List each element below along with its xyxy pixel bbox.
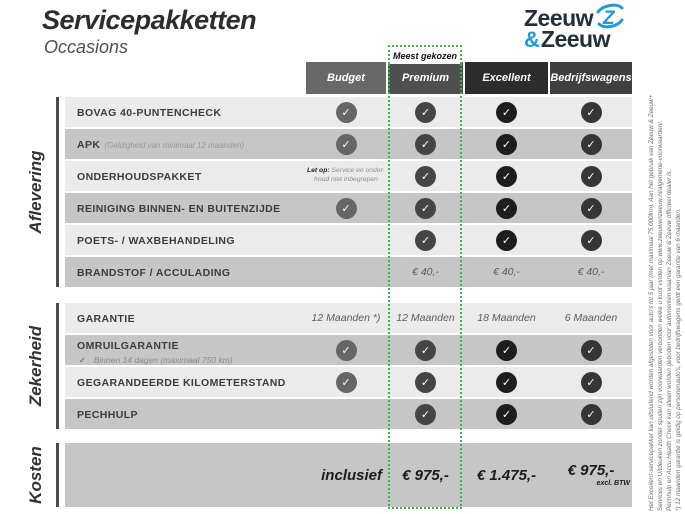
check-glyph: ✓	[496, 102, 517, 123]
check-glyph: ✓	[496, 404, 517, 425]
check-icon	[550, 399, 632, 429]
check-icon	[465, 399, 548, 429]
check-glyph: ✓	[496, 340, 517, 361]
check-icon	[388, 97, 463, 127]
check-glyph: ✓	[415, 134, 436, 155]
logo-ampersand: &	[524, 26, 540, 52]
cell-note	[306, 161, 386, 191]
row-label-text: PECHHULP	[77, 409, 138, 421]
row-label	[65, 443, 318, 507]
check-icon	[388, 129, 463, 159]
check-glyph: ✓	[581, 230, 602, 251]
check-glyph: ✓	[336, 134, 357, 155]
table-row	[65, 367, 632, 397]
empty-cell	[306, 399, 386, 429]
check-glyph: ✓	[581, 134, 602, 155]
cell-value: € 40,-	[493, 266, 520, 278]
check-icon	[388, 335, 463, 365]
table-sections	[65, 97, 632, 507]
price-value	[388, 443, 463, 507]
row-label-text: ONDERHOUDSPAKKET	[77, 171, 202, 183]
cell-value: 12 Maanden	[396, 312, 455, 324]
check-icon	[550, 129, 632, 159]
logo-word-1: Zeeuw	[524, 4, 594, 31]
check-glyph: ✓	[581, 166, 602, 187]
row-label-note: (Geldigheid van minimaal 12 maanden)	[104, 141, 245, 150]
row-sublabel: ✓ Binnen 14 dagen (maximaal 750 km)	[79, 354, 233, 365]
check-glyph: ✓	[415, 166, 436, 187]
note-text: Let op: Service en onder- houd niet inbegrepen	[306, 167, 386, 183]
row-label-text: GEGARANDEERDE KILOMETERSTAND	[77, 377, 286, 389]
check-glyph: ✓	[496, 372, 517, 393]
check-glyph: ✓	[415, 230, 436, 251]
section-label-zekerheid: Zekerheid	[26, 325, 45, 407]
check-glyph: ✓	[415, 372, 436, 393]
check-icon	[306, 335, 386, 365]
section-aflevering	[65, 97, 632, 287]
check-icon	[465, 129, 548, 159]
row-label-text: APK	[77, 139, 101, 151]
price-amount: € 1.475,-	[476, 466, 537, 484]
zeeuw-logo	[524, 6, 625, 51]
cell-value: 6 Maanden	[564, 312, 618, 324]
check-icon	[388, 367, 463, 397]
section-label-aflevering: Aflevering	[26, 150, 45, 234]
check-icon	[306, 97, 386, 127]
cell-value: € 40,-	[412, 266, 439, 278]
row-label	[65, 399, 318, 429]
check-glyph: ✓	[581, 340, 602, 361]
price-value	[465, 443, 548, 507]
section-zekerheid	[65, 303, 632, 429]
comparison-table	[65, 50, 632, 507]
row-label-text: BRANDSTOF / ACCULADING	[77, 267, 231, 279]
footnote-text	[648, 59, 684, 511]
check-icon	[306, 129, 386, 159]
check-glyph: ✓	[581, 372, 602, 393]
price-amount: € 975,-	[402, 466, 449, 484]
row-label	[65, 225, 318, 255]
column-header-excellent: Excellent	[465, 62, 548, 94]
section-line-kosten	[56, 443, 59, 507]
table-row	[65, 193, 632, 223]
table-row	[65, 443, 632, 507]
check-icon	[388, 161, 463, 191]
check-icon	[465, 161, 548, 191]
row-label	[65, 193, 318, 223]
check-icon	[306, 193, 386, 223]
table-row	[65, 399, 632, 429]
check-icon	[550, 161, 632, 191]
row-label	[65, 303, 318, 333]
footnote-line: Het Excellent-servicepakket kan uitsluitend worden afgesloten voor auto's tot 5 jaar (met maximaal 75.000km). Aan het gebruik van Zeeuw & Zeeuw+	[648, 94, 655, 511]
row-label	[65, 367, 318, 397]
check-glyph: ✓	[581, 102, 602, 123]
table-row	[65, 161, 632, 191]
section-line-zekerheid	[56, 303, 59, 429]
empty-cell	[306, 257, 386, 287]
cell-value: € 40,-	[577, 266, 605, 278]
check-icon	[465, 367, 548, 397]
logo-word-2: Zeeuw	[540, 26, 610, 52]
check-glyph: ✓	[496, 198, 517, 219]
table-row	[65, 129, 632, 159]
price-value	[550, 443, 632, 507]
check-icon	[550, 367, 632, 397]
title-block	[42, 5, 256, 58]
table-row	[65, 225, 632, 255]
empty-cell	[306, 225, 386, 255]
footnote-line: *) 12 maanden garantie is geldig op personenauto's, voor bedrijfswagens geldt een garantie van 6 maanden.	[674, 208, 682, 511]
check-icon	[388, 399, 463, 429]
check-glyph: ✓	[415, 102, 436, 123]
column-header-premium: Premium	[388, 62, 463, 94]
logo-line-2	[524, 28, 625, 51]
cell-value: 12 Maanden *)	[311, 312, 381, 324]
price-intro: inclusief	[321, 466, 382, 484]
check-icon	[388, 225, 463, 255]
table-row	[65, 97, 632, 127]
column-header-bedrijfswagens: Bedrijfswagens	[550, 62, 632, 94]
check-glyph: ✓	[581, 404, 602, 425]
table-row	[65, 303, 632, 333]
check-icon	[465, 97, 548, 127]
small-check-icon: ✓	[79, 355, 86, 365]
check-icon	[388, 193, 463, 223]
cell-value: 18 Maanden	[477, 312, 536, 324]
row-label-text: OMRUILGARANTIE	[77, 339, 179, 352]
row-label	[65, 335, 318, 365]
check-glyph: ✓	[415, 198, 436, 219]
check-glyph: ✓	[496, 166, 517, 187]
price-sub-note: excl. BTW	[596, 480, 630, 487]
row-label-text: BOVAG 40-PUNTENCHECK	[77, 107, 222, 119]
section-line-aflevering	[56, 97, 59, 287]
row-label-text: REINIGING BINNEN- EN BUITENZIJDE	[77, 203, 281, 215]
check-glyph: ✓	[336, 198, 357, 219]
check-glyph: ✓	[336, 340, 357, 361]
check-glyph: ✓	[336, 102, 357, 123]
check-icon	[306, 367, 386, 397]
check-icon	[550, 97, 632, 127]
svg-text:Z: Z	[603, 8, 615, 29]
row-label	[65, 257, 318, 287]
check-glyph: ✓	[496, 230, 517, 251]
table-row	[65, 335, 632, 365]
row-label	[65, 161, 318, 191]
check-icon	[550, 193, 632, 223]
page-subtitle: Occasions	[44, 37, 129, 57]
footnote-line: Services en Uitdeuken zonder spuiten zijn voorwaarden verbonden welke u kunt vinden op www.zeeuwenzeeuw.nl/algemene-voorwaarden/.	[656, 120, 664, 511]
section-kosten	[65, 443, 632, 507]
row-label	[65, 129, 318, 159]
check-icon	[550, 335, 632, 365]
check-icon	[465, 225, 548, 255]
check-glyph: ✓	[581, 198, 602, 219]
check-glyph: ✓	[415, 404, 436, 425]
row-label-text: GARANTIE	[77, 313, 136, 325]
page-title: Servicepakketten	[42, 5, 257, 35]
row-label	[65, 97, 318, 127]
meest-gekozen-badge: Meest gekozen	[388, 45, 462, 64]
section-label-kosten: Kosten	[26, 446, 45, 504]
column-header-row	[306, 62, 632, 94]
column-header-budget: Budget	[306, 62, 386, 94]
check-glyph: ✓	[415, 340, 436, 361]
check-icon	[465, 335, 548, 365]
price-amount: € 975,-	[567, 462, 615, 479]
check-glyph: ✓	[336, 372, 357, 393]
check-icon	[465, 193, 548, 223]
check-icon	[550, 225, 632, 255]
table-row	[65, 257, 632, 287]
row-label-text: POETS- / WAXBEHANDELING	[77, 235, 235, 247]
footnote-line: Pechhulp en Accu Health Check kan alleen worden geboden voor automerken waarvan Zeeuw & Zeeuw officieel dealer is.	[665, 169, 673, 511]
check-glyph: ✓	[496, 134, 517, 155]
